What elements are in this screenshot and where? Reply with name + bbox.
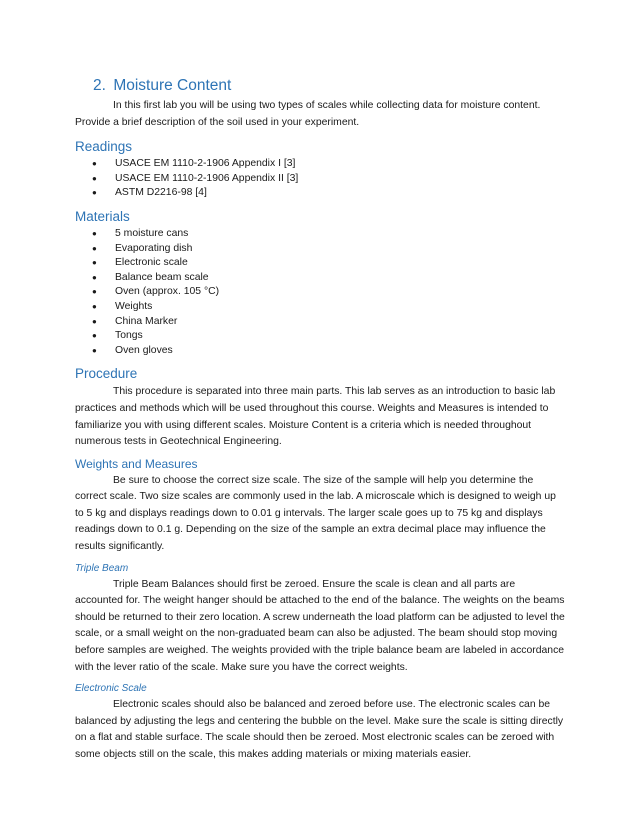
bullet-icon: ●: [92, 287, 97, 297]
list-item: ● Evaporating dish: [75, 242, 565, 257]
list-item: ● USACE EM 1110-2-1906 Appendix II [3]: [75, 172, 565, 187]
section-title-text: Moisture Content: [113, 77, 232, 94]
section-number: 2.: [93, 77, 106, 94]
bullet-icon: ●: [92, 159, 97, 169]
bullet-icon: ●: [92, 258, 97, 268]
list-item: ● USACE EM 1110-2-1906 Appendix I [3]: [75, 157, 565, 172]
bullet-icon: ●: [92, 331, 97, 341]
document-page: [75, 76, 565, 764]
readings-list: [75, 157, 565, 201]
triple-beam-heading: Triple Beam: [75, 562, 129, 574]
list-item: ● China Marker: [75, 315, 565, 330]
bullet-icon: ●: [92, 301, 97, 311]
materials-list: [75, 227, 565, 358]
electronic-scale-heading: Electronic Scale: [75, 683, 147, 695]
list-item: ● Weights: [75, 300, 565, 315]
procedure-paragraph: This procedure is separated into three main parts. This lab serves as an introduction to basic lab practices and methods which will be used throughout this course. Weights and Measures is intended to familiarize you with using different scales. Moisture Content is a criteria which is needed throughout numerous tests in Geotechnical Engineering.: [75, 386, 556, 448]
section-title: [93, 76, 565, 96]
list-item: ● Tongs: [75, 329, 565, 344]
intro-paragraph: In this first lab you will be using two types of scales while collecting data for moisture content. Provide a brief description of the soil used in your experiment.: [75, 100, 541, 128]
bullet-icon: ●: [92, 345, 97, 355]
bullet-icon: ●: [92, 243, 97, 253]
list-item: ● 5 moisture cans: [75, 227, 565, 242]
list-item: ● Electronic scale: [75, 256, 565, 271]
list-item: ● ASTM D2216-98 [4]: [75, 186, 565, 201]
bullet-icon: ●: [92, 173, 97, 183]
readings-heading: Readings: [75, 139, 133, 155]
triple-beam-paragraph: Triple Beam Balances should first be zeroed. Ensure the scale is clean and all parts are accounted for. The weight hanger should be attached to the end of the balance. The weights on the beams should be returned to their zero location. A screw underneath the load platform can be adjusted to level the scale, or a small weight on the non-graduated beam can also be adjusted. The beam should stop moving before samples are weighed. The weights provided with the triple balance beam are labeled in accordance with the lever ratio of the scale. Make sure you have the correct weights.: [75, 578, 565, 673]
procedure-heading: Procedure: [75, 366, 138, 382]
materials-heading: Materials: [75, 208, 130, 224]
electronic-scale-paragraph: Electronic scales should also be balanced and zeroed before use. The electronic scales can be balanced by adjusting the legs and centering the bubble on the level. Make sure the scale is sitting directly on a flat and stable surface. The scale should then be zeroed. Most electronic scales can be zeroed with some objects still on the scale, this makes adding materials or mixing materials easier.: [75, 699, 564, 760]
weights-measures-heading: Weights and Measures: [75, 456, 198, 471]
list-item: ● Balance beam scale: [75, 271, 565, 286]
bullet-icon: ●: [92, 316, 97, 326]
bullet-icon: ●: [92, 228, 97, 238]
weights-measures-paragraph: Be sure to choose the correct size scale. The size of the sample will help you determine the correct scale. Two size scales are commonly used in the lab. A microscale which is designed to weigh up to 5 kg and displays readings down to 0.01 g intervals. The larger scale goes up to 75 kg and displays readings down to 0.1 g. Depending on the size of the sample an extra decimal place may influence the results significantly.: [75, 474, 556, 553]
list-item: ● Oven (approx. 105 °C): [75, 285, 565, 300]
list-item: ● Oven gloves: [75, 344, 565, 359]
bullet-icon: ●: [92, 272, 97, 282]
bullet-icon: ●: [92, 188, 97, 198]
